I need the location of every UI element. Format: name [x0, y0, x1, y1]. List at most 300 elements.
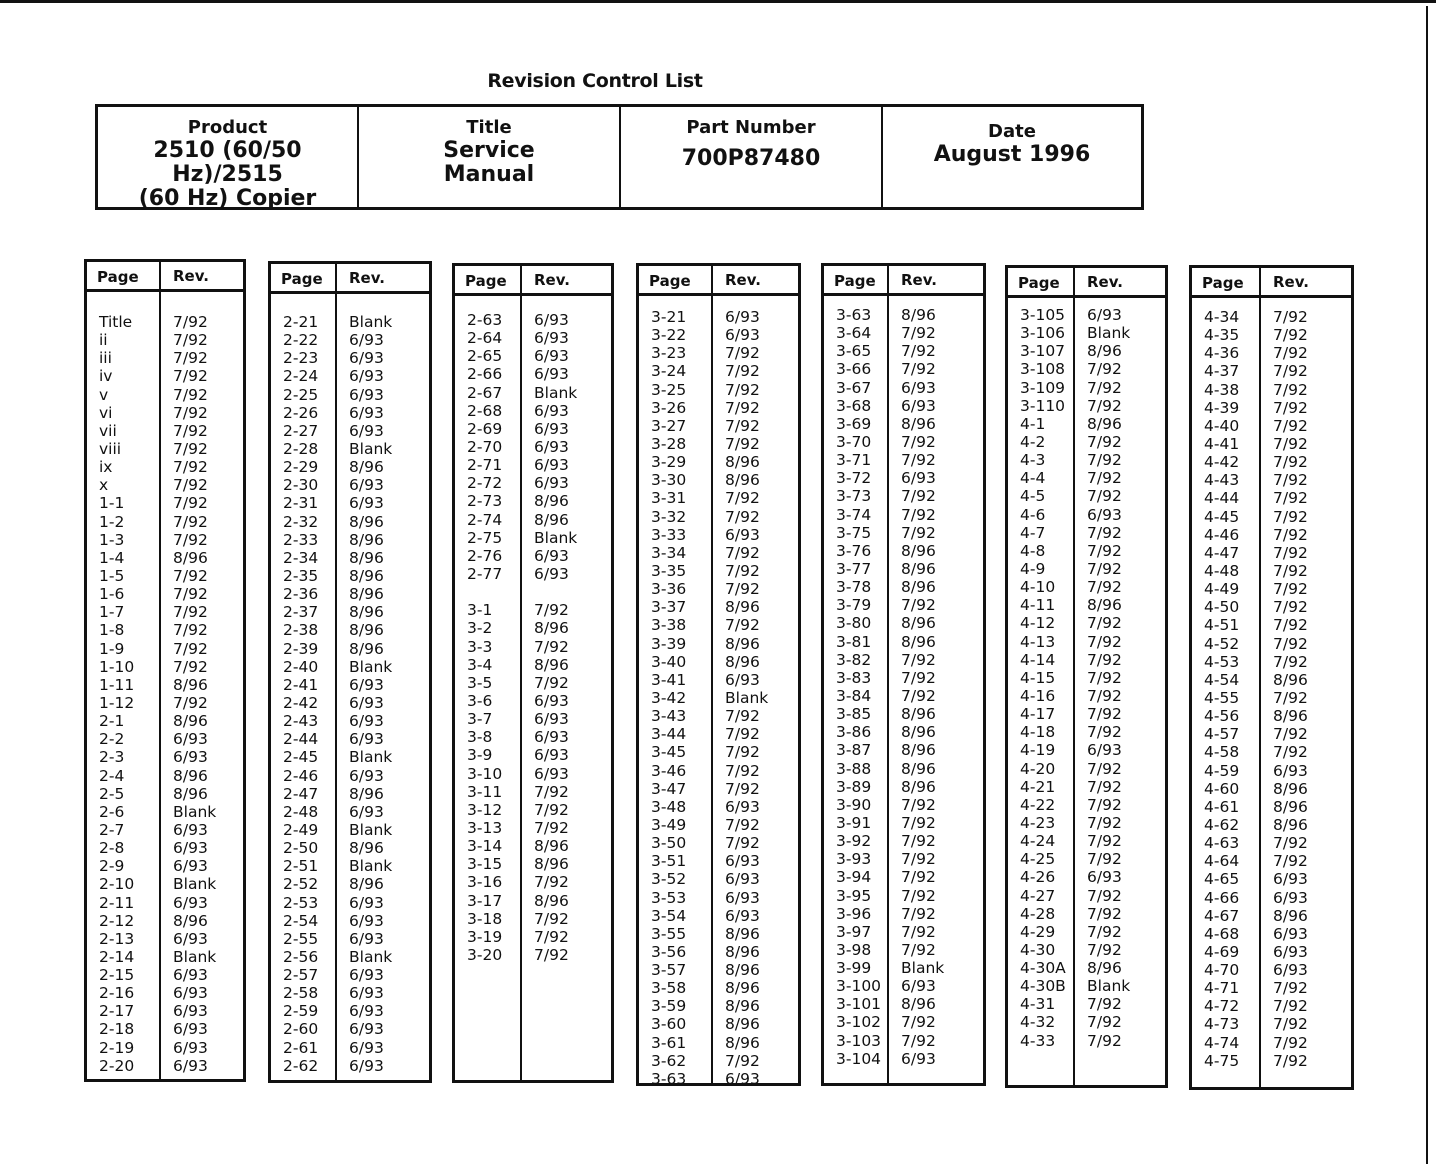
- table-row: [455, 565, 611, 583]
- table-row: [87, 676, 243, 694]
- page-cell: 3-24: [651, 362, 687, 381]
- rev-cell: Blank: [349, 313, 393, 331]
- table-row: [271, 603, 429, 621]
- table-row: [455, 674, 611, 692]
- rev-cell: 7/92: [1273, 688, 1308, 707]
- rev-cell: 6/93: [534, 311, 569, 329]
- table-row: [824, 1032, 983, 1050]
- rev-cell: 6/93: [349, 421, 384, 440]
- rev-cell: 7/92: [1273, 362, 1308, 381]
- table-row: [271, 349, 429, 367]
- table-row: [1008, 306, 1165, 324]
- rev-cell: Blank: [1087, 324, 1131, 343]
- rev-cell: 7/92: [1273, 380, 1308, 399]
- rev-cell: 8/96: [725, 652, 760, 671]
- rev-cell: 8/96: [534, 837, 569, 856]
- table-row: [87, 694, 243, 712]
- page-cell: Title: [99, 313, 133, 331]
- page-cell: 3-92: [836, 832, 872, 851]
- page-top-rule: [0, 0, 1436, 3]
- rev-cell: 6/93: [349, 766, 384, 785]
- rev-cell: 8/96: [901, 723, 936, 742]
- table-row: [1192, 653, 1351, 671]
- page-cell: 3-57: [651, 961, 687, 980]
- page-cell: 2-35: [283, 566, 319, 585]
- rev-cell: 8/96: [725, 1033, 760, 1052]
- page-cell: 4-45: [1204, 507, 1240, 526]
- table-rows: [639, 308, 798, 1088]
- page-cell: 2-3: [99, 748, 125, 767]
- table-row: [639, 707, 798, 725]
- table-row: [87, 440, 243, 458]
- table-row: [824, 614, 983, 632]
- table-row: [1008, 1013, 1165, 1031]
- table-row: [87, 603, 243, 621]
- table-row: [1008, 651, 1165, 669]
- page-column-header: Page: [97, 268, 139, 286]
- page-cell: 3-23: [651, 344, 687, 363]
- table-row: [87, 367, 243, 385]
- page-cell: 3-51: [651, 852, 687, 871]
- page-right-rule: [1426, 6, 1428, 1164]
- page-cell: 4-74: [1204, 1033, 1240, 1052]
- table-row: [87, 386, 243, 404]
- rev-cell: 6/93: [534, 329, 569, 348]
- page-cell: 2-65: [467, 347, 503, 366]
- page-cell: 3-78: [836, 578, 872, 597]
- rev-cell: 8/96: [901, 541, 936, 560]
- table-row: [1192, 526, 1351, 544]
- rev-cell: 7/92: [173, 367, 208, 386]
- rev-cell: 6/93: [349, 693, 384, 712]
- table-row: [1008, 796, 1165, 814]
- rev-cell: 7/92: [901, 360, 936, 379]
- page-cell: 3-32: [651, 507, 687, 526]
- rev-cell: 7/92: [901, 940, 936, 959]
- rev-cell: 7/92: [725, 580, 760, 599]
- table-row: [455, 311, 611, 329]
- table-row: [1008, 469, 1165, 487]
- rev-cell: 6/93: [349, 1056, 384, 1075]
- page-cell: 2-30: [283, 476, 319, 495]
- table-rows: [455, 311, 611, 964]
- table-row: [824, 741, 983, 759]
- table-row: [824, 306, 983, 324]
- rev-cell: 6/93: [173, 748, 208, 767]
- page-cell: 3-46: [651, 761, 687, 780]
- table-row: [271, 549, 429, 567]
- rev-cell: 8/96: [349, 458, 384, 477]
- rev-cell: 7/92: [1087, 578, 1122, 597]
- table-row: [824, 796, 983, 814]
- page-cell: 3-40: [651, 652, 687, 671]
- rev-cell: 7/92: [1087, 995, 1122, 1014]
- table-row: [639, 762, 798, 780]
- table-row: [1008, 506, 1165, 524]
- rev-cell: 6/93: [1273, 870, 1308, 889]
- page-cell: 3-15: [467, 855, 503, 874]
- table-row: [1008, 614, 1165, 632]
- page-cell: 3-94: [836, 868, 872, 887]
- product-label: Product: [187, 117, 268, 138]
- table-row: [271, 930, 429, 948]
- page-cell: 3-11: [467, 782, 503, 801]
- rev-cell: 6/93: [901, 469, 936, 488]
- rev-cell: 7/92: [901, 523, 936, 542]
- table-row: [87, 658, 243, 676]
- page-cell: 3-97: [836, 922, 872, 941]
- rev-cell: 6/93: [173, 1002, 208, 1021]
- table-row: [639, 435, 798, 453]
- rev-cell: 7/92: [534, 909, 569, 928]
- table-row: [271, 476, 429, 494]
- rev-cell: 8/96: [901, 759, 936, 778]
- rev-cell: 7/92: [1273, 471, 1308, 490]
- rev-cell: 8/96: [349, 603, 384, 622]
- page-cell: 4-26: [1020, 868, 1056, 887]
- page-cell: 3-87: [836, 741, 872, 760]
- rev-cell: 7/92: [534, 800, 569, 819]
- rev-cell: 7/92: [725, 362, 760, 381]
- table-row: [824, 506, 983, 524]
- table-row: [824, 887, 983, 905]
- rev-cell: 8/96: [1087, 342, 1122, 361]
- part-number-label: Part Number: [686, 117, 816, 138]
- rev-cell: 7/92: [1087, 813, 1122, 832]
- table-row: [455, 547, 611, 565]
- table-row: [639, 616, 798, 634]
- rev-cell: 7/92: [1273, 1033, 1308, 1052]
- page-cell: 3-102: [836, 1013, 882, 1032]
- rev-cell: 7/92: [725, 543, 760, 562]
- page-cell: 2-28: [283, 439, 319, 458]
- page-cell: 2-32: [283, 512, 319, 531]
- rev-cell: 7/92: [1087, 832, 1122, 851]
- rev-cell: 7/92: [1273, 507, 1308, 526]
- rev-cell: 6/93: [534, 710, 569, 729]
- table-row: [1192, 435, 1351, 453]
- rev-cell: 7/92: [901, 1013, 936, 1032]
- rev-cell: 7/92: [1087, 541, 1122, 560]
- table-row: [1192, 598, 1351, 616]
- page-cell: 3-2: [467, 619, 493, 638]
- page-cell: 4-30A: [1020, 959, 1066, 978]
- table-row: [639, 308, 798, 326]
- table-row: [1192, 580, 1351, 598]
- table-row: [824, 487, 983, 505]
- table-row: [87, 494, 243, 512]
- table-row: [455, 492, 611, 510]
- rev-column-header: Rev.: [901, 271, 937, 289]
- rev-cell: 8/96: [349, 566, 384, 585]
- page-cell: 4-31: [1020, 995, 1056, 1014]
- table-row: [824, 596, 983, 614]
- page-cell: 4-43: [1204, 471, 1240, 490]
- page-cell: 2-34: [283, 548, 319, 567]
- table-row: [87, 839, 243, 857]
- page-cell: 3-108: [1020, 360, 1066, 379]
- page-cell: 2-26: [283, 403, 319, 422]
- rev-cell: 6/93: [349, 984, 384, 1003]
- page-cell: 4-47: [1204, 543, 1240, 562]
- table-row: [639, 907, 798, 925]
- table-row: [1008, 560, 1165, 578]
- rev-cell: 7/92: [1273, 434, 1308, 453]
- table-row: [824, 1050, 983, 1068]
- rev-cell: 8/96: [901, 705, 936, 724]
- page-cell: 1-4: [99, 548, 125, 567]
- page-cell: 2-63: [467, 311, 503, 329]
- page-cell: 2-50: [283, 839, 319, 858]
- table-row: [271, 821, 429, 839]
- page-cell: 2-58: [283, 984, 319, 1003]
- rev-cell: 6/93: [349, 494, 384, 513]
- rev-cell: 7/92: [1273, 834, 1308, 853]
- table-row: [455, 928, 611, 946]
- table-row: [271, 658, 429, 676]
- table-row: [1008, 760, 1165, 778]
- table-row: [455, 873, 611, 891]
- page-cell: 3-55: [651, 924, 687, 943]
- rev-cell: 6/93: [1087, 741, 1122, 760]
- table-row: [1192, 362, 1351, 380]
- rev-cell: 7/92: [173, 476, 208, 495]
- page-cell: 3-16: [467, 873, 503, 892]
- page-cell: 4-54: [1204, 670, 1240, 689]
- table-row: [455, 710, 611, 728]
- table-row: [455, 474, 611, 492]
- page-cell: 3-22: [651, 326, 687, 345]
- rev-cell: 7/92: [173, 512, 208, 531]
- rev-cell: 6/93: [349, 712, 384, 731]
- table-row: [824, 524, 983, 542]
- table-row: [271, 621, 429, 639]
- rev-cell: 7/92: [173, 313, 208, 331]
- rev-cell: 7/92: [173, 494, 208, 513]
- rev-cell: 8/96: [349, 875, 384, 894]
- table-row: [1008, 324, 1165, 342]
- page-cell: 3-98: [836, 940, 872, 959]
- revision-table-1: [84, 259, 246, 1082]
- rev-cell: 7/92: [725, 707, 760, 726]
- table-row: [455, 892, 611, 910]
- page-cell: 1-12: [99, 693, 135, 712]
- table-row: [824, 832, 983, 850]
- page-cell: 4-6: [1020, 505, 1046, 524]
- rev-cell: 6/93: [901, 1049, 936, 1068]
- table-row: [1008, 887, 1165, 905]
- table-row: [639, 362, 798, 380]
- page-cell: 4-49: [1204, 580, 1240, 599]
- rev-cell: 7/92: [1273, 326, 1308, 345]
- page-cell: 3-89: [836, 777, 872, 796]
- page-cell: 2-18: [99, 1020, 135, 1039]
- table-row: [1192, 834, 1351, 852]
- page-cell: 2-69: [467, 419, 503, 438]
- page-cell: 4-15: [1020, 668, 1056, 687]
- page-cell: 2-55: [283, 929, 319, 948]
- rev-cell: 7/92: [725, 743, 760, 762]
- rev-cell: 7/92: [1273, 1051, 1308, 1070]
- rev-cell: 8/96: [173, 712, 208, 731]
- rev-cell: 7/92: [725, 489, 760, 508]
- page-cell: 2-59: [283, 1002, 319, 1021]
- rev-cell: 7/92: [1087, 487, 1122, 506]
- page-cell: 3-95: [836, 886, 872, 905]
- rev-cell: 8/96: [534, 510, 569, 529]
- date-cell: [883, 107, 1141, 207]
- page-cell: 3-12: [467, 800, 503, 819]
- rev-column-header: Rev.: [173, 267, 209, 285]
- rev-cell: 7/92: [901, 432, 936, 451]
- rev-cell: 6/93: [349, 1038, 384, 1057]
- table-row: [1192, 925, 1351, 943]
- table-row: [1008, 741, 1165, 759]
- page-cell: 4-32: [1020, 1013, 1056, 1032]
- page-cell: 3-82: [836, 650, 872, 669]
- page-cell: 2-5: [99, 784, 125, 803]
- rev-cell: 8/96: [901, 777, 936, 796]
- rev-cell: 6/93: [725, 797, 760, 816]
- table-row: [455, 365, 611, 383]
- page-cell: 4-37: [1204, 362, 1240, 381]
- page-column-header: Page: [1202, 274, 1244, 292]
- page-cell: 4-1: [1020, 414, 1046, 433]
- page-cell: 3-31: [651, 489, 687, 508]
- rev-cell: 7/92: [534, 782, 569, 801]
- rev-cell: 7/92: [534, 637, 569, 656]
- rev-cell: 8/96: [349, 585, 384, 604]
- page-cell: 3-72: [836, 469, 872, 488]
- page-cell: 4-66: [1204, 888, 1240, 907]
- page-cell: 2-75: [467, 528, 503, 547]
- table-row: [824, 923, 983, 941]
- page-cell: 3-67: [836, 378, 872, 397]
- table-row: [1008, 487, 1165, 505]
- page-cell: 2-25: [283, 385, 319, 404]
- page-cell: 3-83: [836, 668, 872, 687]
- page-cell: 3-37: [651, 598, 687, 617]
- table-row: [1192, 798, 1351, 816]
- page-cell: 4-12: [1020, 614, 1056, 633]
- page-cell: 4-22: [1020, 795, 1056, 814]
- rev-cell: 7/92: [173, 458, 208, 477]
- page-cell: 3-19: [467, 927, 503, 946]
- table-row: [1008, 687, 1165, 705]
- table-row: [1008, 415, 1165, 433]
- rev-cell: 6/93: [173, 1020, 208, 1039]
- rev-cell: 8/96: [725, 997, 760, 1016]
- table-row: [824, 669, 983, 687]
- page-cell: 4-64: [1204, 852, 1240, 871]
- page-cell: 2-60: [283, 1020, 319, 1039]
- page-cell: 2-61: [283, 1038, 319, 1057]
- rev-cell: 7/92: [534, 818, 569, 837]
- page-cell: 2-64: [467, 329, 503, 348]
- table-row: [87, 730, 243, 748]
- table-row: [87, 712, 243, 730]
- part-number-cell: [621, 107, 883, 207]
- rev-cell: 7/92: [1087, 759, 1122, 778]
- table-row: [1008, 995, 1165, 1013]
- rev-cell: 7/92: [173, 530, 208, 549]
- rev-cell: 7/92: [173, 421, 208, 440]
- rev-cell: Blank: [534, 528, 578, 547]
- table-row: [824, 814, 983, 832]
- table-row: [271, 458, 429, 476]
- table-header: [1008, 268, 1165, 298]
- page-column-header: Page: [834, 272, 876, 290]
- page-cell: 4-29: [1020, 922, 1056, 941]
- table-row: [824, 379, 983, 397]
- page-cell: vi: [99, 403, 113, 422]
- table-row: [271, 1057, 429, 1075]
- table-row: [1008, 868, 1165, 886]
- rev-cell: 6/93: [1087, 868, 1122, 887]
- rev-cell: 8/96: [173, 548, 208, 567]
- table-row: [1008, 669, 1165, 687]
- page-cell: 2-56: [283, 947, 319, 966]
- page-cell: 2-29: [283, 458, 319, 477]
- page-cell: 4-53: [1204, 652, 1240, 671]
- page-cell: 3-17: [467, 891, 503, 910]
- table-row: [639, 544, 798, 562]
- table-row: [824, 397, 983, 415]
- rev-cell: 6/93: [725, 308, 760, 326]
- rev-cell: 8/96: [725, 598, 760, 617]
- table-row: [455, 347, 611, 365]
- rev-cell: 7/92: [534, 601, 569, 620]
- page-cell: 2-1: [99, 712, 125, 731]
- page-cell: 3-9: [467, 746, 493, 765]
- table-row: [1192, 816, 1351, 834]
- rev-cell: 6/93: [725, 888, 760, 907]
- page-cell: 4-24: [1020, 832, 1056, 851]
- rev-cell: 7/92: [1273, 725, 1308, 744]
- table-row: [639, 889, 798, 907]
- table-row: [87, 1002, 243, 1020]
- rev-cell: 8/96: [534, 855, 569, 874]
- rev-cell: 7/92: [173, 331, 208, 350]
- table-row: [824, 959, 983, 977]
- page-cell: 3-45: [651, 743, 687, 762]
- product-cell: [98, 107, 359, 211]
- table-row: [1192, 417, 1351, 435]
- page-cell: 3-68: [836, 396, 872, 415]
- table-row: [824, 687, 983, 705]
- page-cell: 3-39: [651, 634, 687, 653]
- table-row: [639, 834, 798, 852]
- rev-cell: 7/92: [1087, 650, 1122, 669]
- document-title: Revision Control List: [487, 70, 703, 92]
- table-row: [639, 381, 798, 399]
- table-row: [639, 725, 798, 743]
- table-row: [1008, 832, 1165, 850]
- table-row: [824, 360, 983, 378]
- table-row: [87, 458, 243, 476]
- table-row: [455, 783, 611, 801]
- rev-cell: 7/92: [1273, 308, 1308, 326]
- page-cell: 4-61: [1204, 797, 1240, 816]
- page-cell: 4-44: [1204, 489, 1240, 508]
- page-cell: 2-53: [283, 893, 319, 912]
- rev-cell: 6/93: [349, 911, 384, 930]
- table-row: [87, 331, 243, 349]
- rev-cell: 7/92: [1273, 453, 1308, 472]
- page-cell: 3-110: [1020, 396, 1066, 415]
- page-cell: 3-4: [467, 655, 493, 674]
- table-rows: [824, 306, 983, 1068]
